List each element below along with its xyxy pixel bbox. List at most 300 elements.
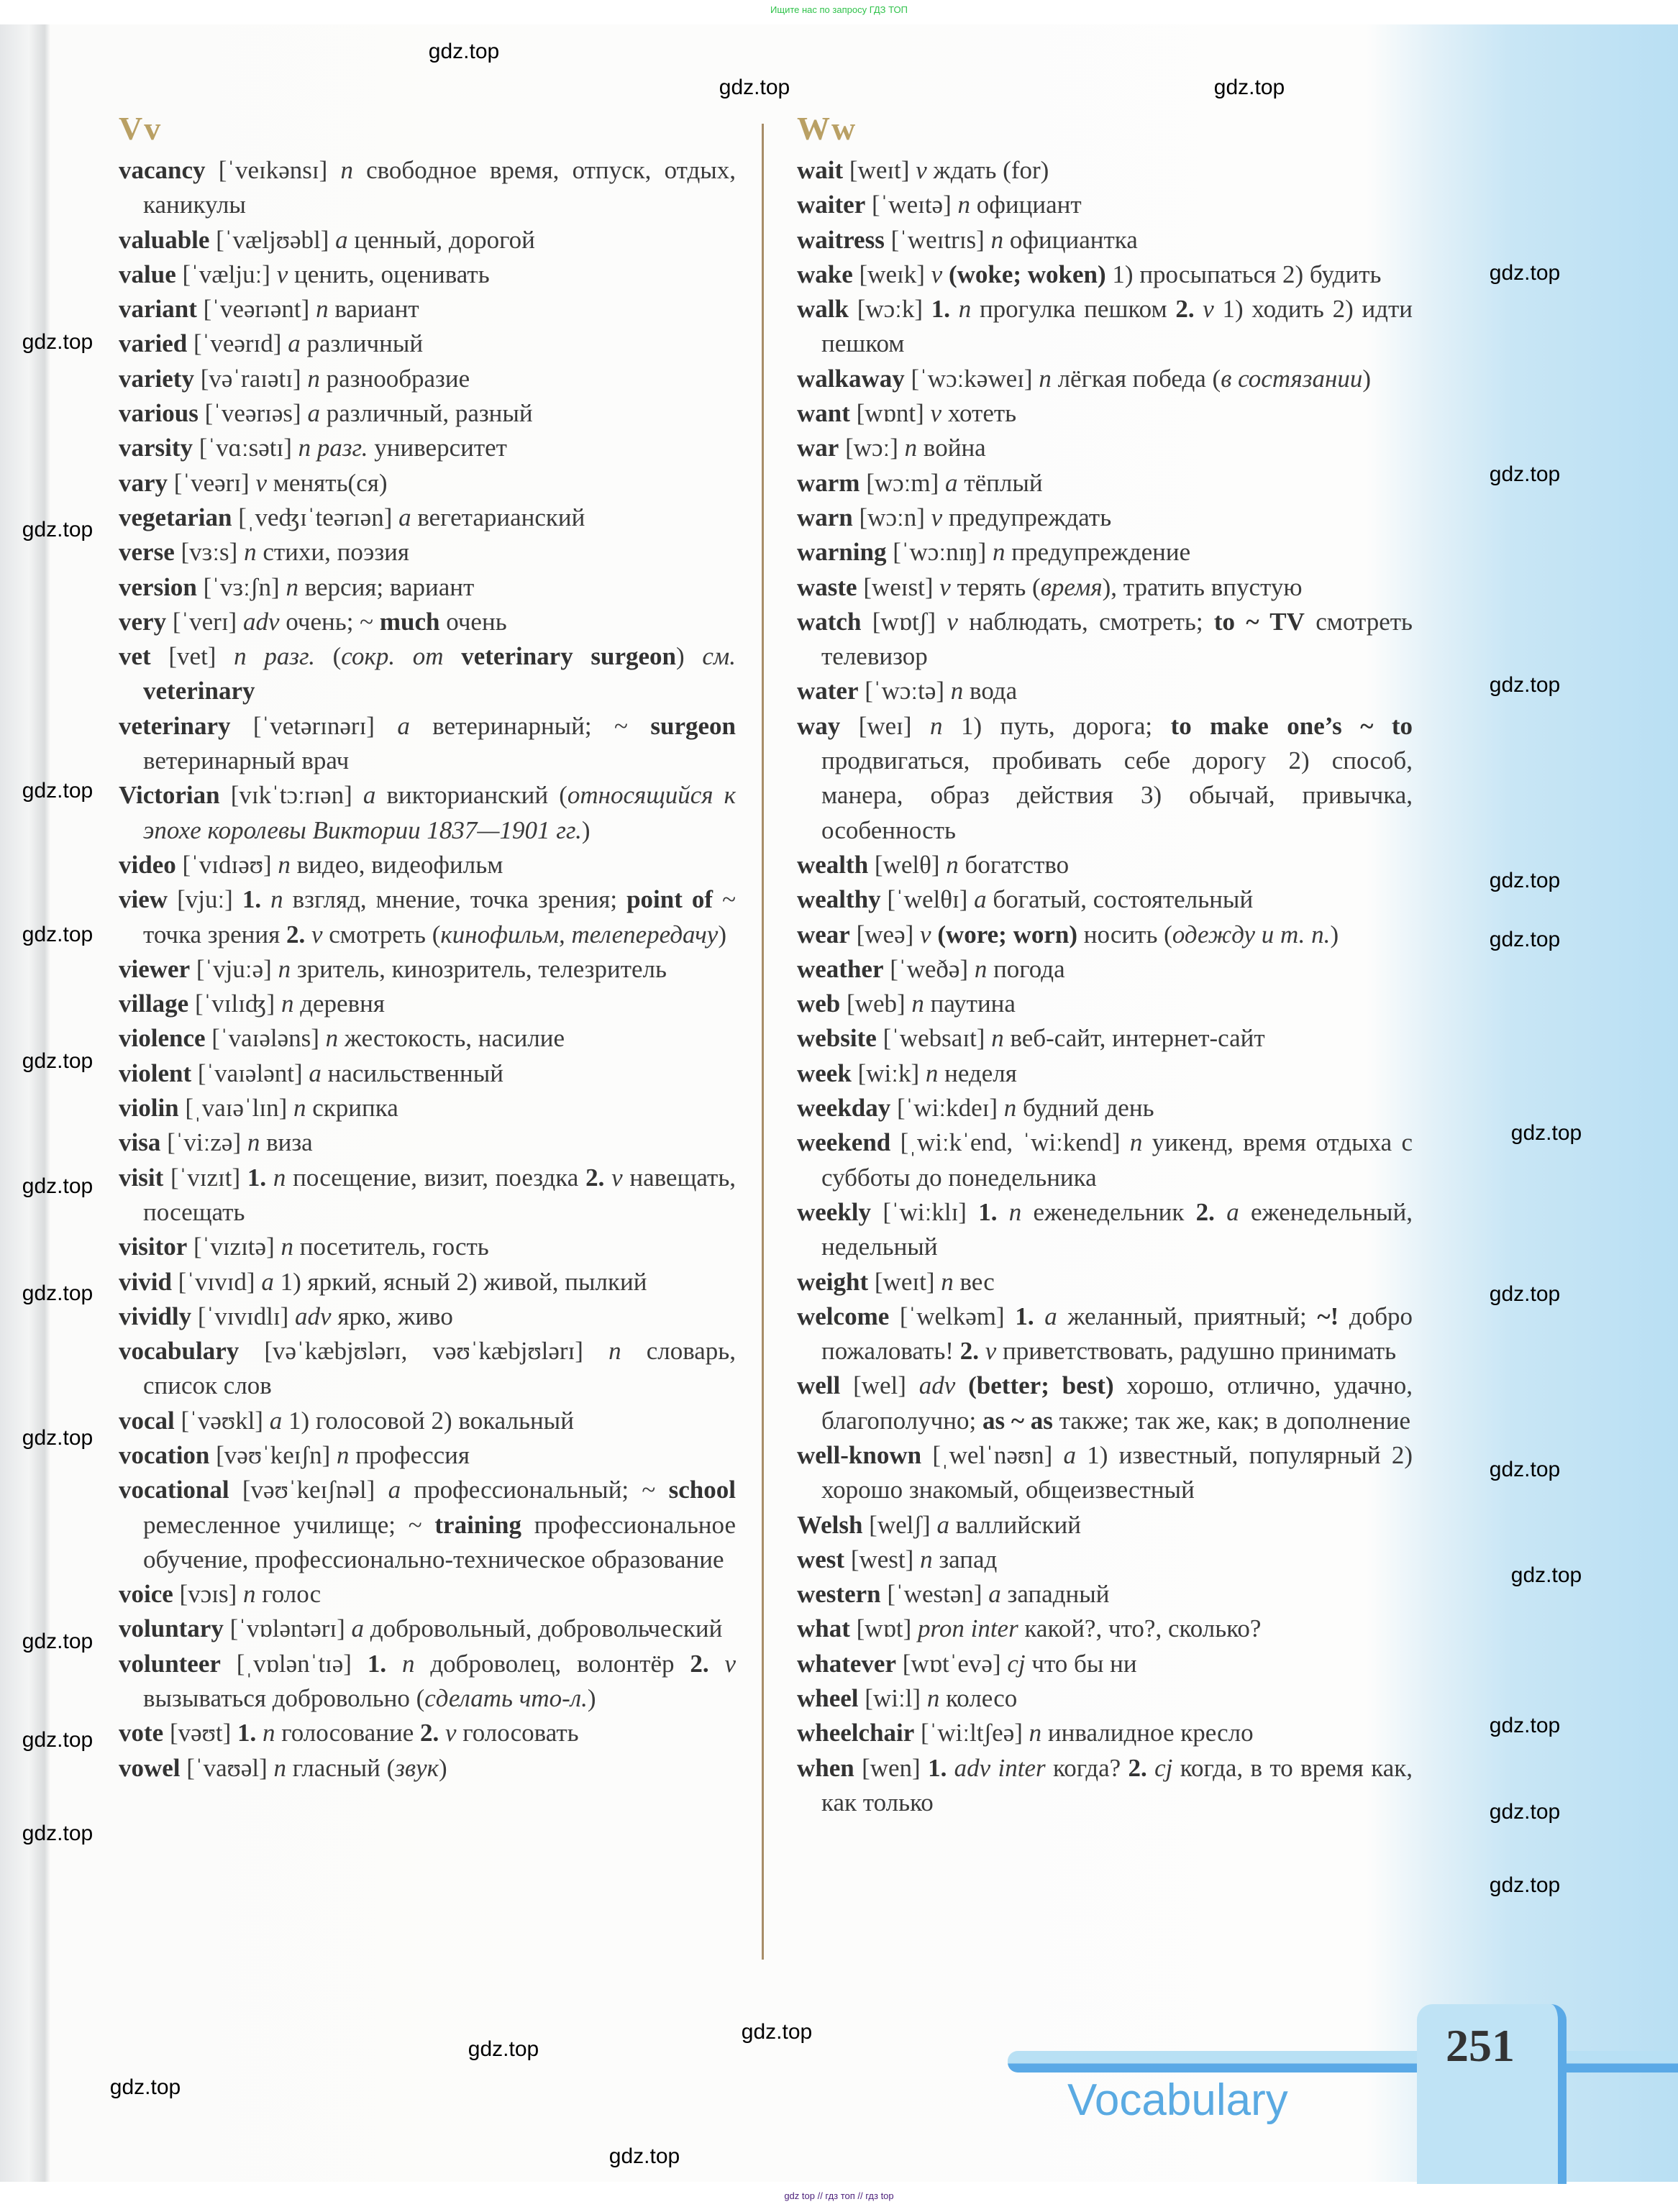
dictionary-entry [797,362,1413,396]
translation: когда? [1045,1753,1128,1782]
headword: vocal [119,1406,175,1435]
translation: ), тратить впустую [1102,572,1303,601]
watermark-text: gdz.top [22,1426,94,1450]
transcription: [ˈverɪ] [172,607,237,636]
grammar-label: n [286,572,298,601]
translation [386,1650,402,1678]
translation: погода [987,954,1065,983]
translation [947,1754,954,1782]
dictionary-entry [797,1681,1413,1716]
grammar-label: v [611,1163,623,1192]
translation: ) [676,642,703,671]
grammar-label: n [247,1128,260,1157]
translation: вегетарианский [411,503,585,531]
translation: смотреть ( [322,920,441,949]
headword: vet [119,642,151,671]
translation: вариант [328,295,419,324]
dictionary-entry [119,362,736,396]
grammar-label: a [269,1406,283,1435]
grammar-label: n [926,1684,940,1713]
transcription: [ˈvæljuː] [182,260,270,288]
grammar-label: a [362,781,376,810]
translation: 1) путь, дорога; [942,711,1171,740]
transcription: [ˈveərɪ] [173,468,250,497]
grammar-label: v [724,1649,737,1678]
headword: violin [119,1094,179,1123]
headword: water [797,677,859,705]
transcription: [ˈweɪtə] [871,191,952,219]
translation: желанный, приятный; [1057,1302,1318,1330]
dictionary-entry [119,639,736,709]
transcription: [ˈvæljʊəbl] [216,225,329,254]
translation: скрипка [306,1094,398,1123]
grammar-label: a [936,1510,949,1539]
headword: war [797,434,839,462]
translation: ветеринарный; ~ [409,711,651,740]
headword: well-known [797,1440,922,1469]
grammar-label: n [307,364,320,393]
headword: Welsh [797,1510,863,1539]
translation: викторианский ( [375,781,567,810]
transcription: [ˌwelˈnəʊn] [932,1440,1053,1469]
transcription: [weɪ] [858,711,912,740]
dictionary-entry [119,1021,736,1056]
headword: weekend [797,1128,891,1157]
transcription: [weɪt] [874,1267,935,1296]
dictionary-entry [797,709,1413,848]
headword: website [797,1024,877,1053]
headword: wealth [797,850,869,879]
translation: профессиональное обучение, профессионально-техническое образование [143,1510,736,1573]
translation: различный, разный [319,399,533,428]
dictionary-entry [797,674,1413,708]
grammar-label: n [608,1337,621,1366]
translation: очень [439,607,507,636]
dictionary-entry [797,223,1413,257]
grammar-label: n [974,954,988,983]
grammar-label: adv [918,1371,956,1400]
headword: warning [797,538,887,567]
phrase: 2. [1128,1753,1147,1782]
translation: ) [1330,920,1339,949]
phrase: 1. [931,295,951,324]
translation [1215,1198,1226,1226]
transcription: [ˈvɒləntərɪ] [229,1614,345,1643]
translation: продвигаться, пробивать себе дорогу 2) способ, манера, образ действия 3) обычай, привычка, особенность [821,746,1413,844]
watermark-text: gdz.top [428,40,500,63]
translation: также; так же, как; в дополнение [1052,1406,1410,1435]
phrase: 1. [367,1649,387,1678]
grammar-label: a [335,225,348,254]
transcription: [ˈveərɪəs] [204,399,301,428]
grammar-label: n [941,1267,954,1296]
grammar-label: a [988,1580,1001,1609]
translation: богатство [958,850,1070,879]
translation: ( [314,642,342,671]
headword: vivid [119,1267,172,1296]
dictionary-entry [797,1716,1413,1750]
translation: ждать (for) [926,156,1049,184]
translation: терять ( [950,572,1041,601]
grammar-label: adv [242,607,280,636]
grammar-label: v [276,260,288,288]
grammar-label: v [931,260,943,288]
transcription: [ˈwɔːnɪŋ] [893,538,987,567]
dictionary-entry [119,1438,736,1473]
grammar-label: v [947,607,958,636]
dictionary-entry [119,570,736,605]
translation: инвалидное кресло [1041,1719,1254,1747]
translation: университет [368,434,507,462]
translation: свободное время, отпуск, отдых, каникулы [143,156,737,219]
translation: видео, видеофильм [290,850,503,879]
dictionary-entry [119,1161,736,1230]
dictionary-entry [119,605,736,639]
translation: официант [970,191,1082,219]
headword: violence [119,1024,206,1053]
headword: varied [119,329,188,358]
translation [979,1337,985,1365]
grammar-label: n [325,1024,339,1053]
transcription: [ˈvetərɪnərɪ] [252,711,375,740]
transcription: [wɒtˈevə] [902,1649,1001,1678]
phrase: 1. [928,1753,947,1782]
headword: variant [119,295,197,324]
headword: warm [797,468,860,497]
transcription: [ˈvəʊkl] [181,1406,263,1435]
grammar-label: звук [395,1753,439,1782]
translation: богатый, состоятельный [986,885,1254,914]
transcription: [ˈwiːkdeɪ] [897,1094,998,1123]
watermark-text: gdz.top [22,1822,94,1845]
transcription: [ˈvaɪələns] [211,1024,319,1053]
headword: volunteer [119,1649,221,1678]
headword: wait [797,156,844,184]
translation: хотеть [941,399,1017,428]
grammar-label: a [1226,1197,1239,1226]
grammar-label: n [1029,1719,1042,1747]
dictionary-entry [797,466,1413,501]
watermark-text: gdz.top [1510,1121,1582,1145]
dictionary-entry [119,396,736,431]
transcription: [wɔːn] [859,503,925,531]
headword: wheel [797,1684,859,1713]
translation: голосование [275,1719,420,1747]
headword: way [797,711,841,740]
right-column-entries [797,153,1413,1820]
headword: wake [797,260,853,288]
headword: west [797,1545,845,1573]
transcription: [ˈveərɪənt] [203,295,310,324]
transcription: [ˌwiːkˈend, ˈwiːkend] [900,1128,1121,1157]
watermark-text: gdz.top [608,2144,680,2168]
watermark-text: gdz.top [22,1281,94,1305]
phrase: 1. [242,885,262,914]
grammar-label: n [920,1545,933,1573]
headword: veterinary [119,711,231,740]
phrase: 1. [237,1719,257,1747]
headword: wealthy [797,885,881,914]
translation: деревня [293,990,385,1018]
translation: стихи, поэзия [256,538,409,567]
phrase: 1. [247,1163,267,1192]
grammar-label: n [904,434,918,462]
translation: война [917,434,986,462]
transcription: [ˈvaɪələnt] [197,1059,303,1087]
translation: гласный ( [286,1753,396,1782]
headword: vacancy [119,156,206,184]
dictionary-entry [119,1334,736,1404]
dictionary-entry [797,848,1413,882]
translation: приветствовать, радушно принимать [996,1337,1397,1366]
phrase: 2. [585,1163,605,1192]
grammar-label: n [278,954,291,983]
transcription: [vəˈraɪətɪ] [200,364,301,393]
headword: welcome [797,1302,890,1330]
dictionary-entry [119,257,736,292]
grammar-label: n [273,1753,287,1782]
translation: лёгкая победа ( [1051,364,1221,393]
transcription: [wɒt] [856,1614,912,1643]
headword: want [797,399,850,428]
grammar-label: a [397,711,410,740]
dictionary-entry [119,709,736,779]
watermark-text: gdz.top [109,2075,181,2099]
grammar-label: n [993,538,1006,567]
transcription: [wɔː] [845,434,898,462]
translation: ) [581,815,591,844]
translation: голос [255,1580,322,1609]
phrase: (woke; woken) [948,260,1106,288]
translation [305,920,311,949]
dictionary-entry [119,1577,736,1612]
headword: walkaway [797,364,905,393]
transcription: [vɪkˈtɔːrɪən] [230,781,352,810]
watermark-text: gdz.top [22,1174,94,1198]
watermark-text: gdz.top [1489,1873,1561,1897]
watermark-text: gdz.top [1489,928,1561,951]
footer-bar [1008,2051,1678,2072]
transcription: [ˈwestən] [887,1580,982,1609]
transcription: [ˈvaʊəl] [186,1753,268,1782]
transcription: [vəʊˈkeɪʃnəl] [242,1476,375,1504]
translation: вода [963,677,1018,705]
translation: разнообразие [319,364,470,393]
headword: week [797,1059,852,1087]
translation: какой?, что?, сколько? [1018,1614,1262,1643]
section-letter-v: Vv [119,110,163,147]
grammar-label: v [920,920,931,949]
translation: предупреждать [942,503,1112,531]
translation: зритель, кинозритель, телезритель [291,954,667,983]
watermark-text: gdz.top [22,779,94,803]
phrase: 2. [419,1719,439,1747]
translation: вес [953,1267,995,1296]
headword: wear [797,920,850,949]
dictionary-entry [119,1056,736,1091]
watermark-text: gdz.top [1213,76,1285,99]
translation: 1) известный, популярный 2) хорошо знакомый, общеизвестный [821,1440,1413,1504]
headword: verse [119,538,175,567]
grammar-label: v [255,468,268,497]
translation: вызываться добровольно ( [143,1684,425,1713]
translation [604,1164,611,1192]
transcription: [ˌveʤɪˈteərɪən] [238,503,393,531]
dictionary-entry [797,1021,1413,1056]
dictionary-entry [797,918,1413,952]
transcription: [ˌvaɪəˈlɪn] [185,1094,288,1123]
phrase: 1. [978,1197,998,1226]
transcription: [ˈwɔːkəweɪ] [911,364,1033,393]
translation: еженедельный, недельный [821,1197,1413,1261]
translation: прогулка пешком [971,295,1176,324]
phrase: 2. [286,920,306,949]
phrase: point of [626,885,713,914]
grammar-label: v [985,1337,997,1366]
grammar-label: a [388,1476,401,1504]
transcription: [wel] [853,1371,906,1400]
grammar-label: n [316,295,329,324]
grammar-label: n [340,156,353,184]
headword: waste [797,572,857,601]
translation: доброволец, волонтёр [414,1649,690,1678]
transcription: [web] [847,990,906,1018]
headword: vowel [119,1753,181,1782]
section-letter-w: Ww [797,110,857,147]
transcription: [wɒnt] [856,399,924,428]
dictionary-entry [797,1612,1413,1646]
dictionary-entry [797,292,1413,362]
translation: паутина [924,990,1016,1018]
phrase: school [668,1476,736,1504]
transcription: [ˈvɪzɪt] [170,1163,241,1192]
dictionary-entry [119,1716,736,1750]
translation: колесо [939,1684,1018,1713]
grammar-label: n [911,990,924,1018]
transcription: [ˈvɪlɪʤ] [194,990,275,1018]
dictionary-entry [797,1195,1413,1265]
transcription: [ˈvɜːʃn] [203,572,280,601]
dictionary-entry [797,1265,1413,1299]
translation: предупреждение [1005,538,1191,567]
transcription: [ˈveɪkənsɪ] [218,156,328,184]
translation: западный [1000,1580,1110,1609]
grammar-label: n [946,850,959,879]
grammar-label: относящийся к эпохе королевы Виктории 1837—1901 гг. [143,781,737,844]
phrase: ~! [1317,1302,1339,1330]
phrase: 2. [1195,1197,1215,1226]
translation: 1) яркий, ясный 2) живой, пылкий [273,1267,647,1296]
translation [709,1650,725,1678]
grammar-label: v [930,399,942,428]
transcription: [ˈvɪzɪtə] [193,1233,275,1261]
grammar-label: adv [295,1302,332,1330]
headword: vocabulary [119,1337,240,1366]
headword: visit [119,1163,164,1192]
translation: хорошо, отлично, удачно, благополучно; [821,1371,1413,1435]
translation: различный [300,329,424,358]
dictionary-entry [797,1751,1413,1821]
grammar-label: a [288,329,301,358]
dictionary-entry [119,1230,736,1264]
transcription: [ˈveərɪd] [193,329,282,358]
grammar-label: n [281,1233,293,1261]
translation: наблюдать, смотреть; [957,607,1214,636]
translation: добро пожаловать! [821,1302,1413,1366]
grammar-label: v [311,920,323,949]
dictionary-entry [797,570,1413,605]
grammar-label: a [945,468,958,497]
watermark-text: gdz.top [22,518,94,541]
transcription: [ˈwiːltʃeə] [921,1719,1023,1747]
translation: еженедельник [1021,1197,1196,1226]
transcription: [ˈwiːklɪ] [883,1197,967,1226]
watermark-text: gdz.top [22,923,94,946]
grammar-label: n [1129,1128,1143,1157]
phrase: training [434,1510,521,1539]
headword: vary [119,468,168,497]
translation: 1) ходить 2) идти пешком [821,295,1413,358]
translation: ) [718,920,726,949]
grammar-label: n [244,538,257,567]
dictionary-entry [119,292,736,326]
dictionary-entry [119,1612,736,1646]
headword: wheelchair [797,1719,915,1747]
watermark-text: gdz.top [1489,1458,1561,1481]
headword: voice [119,1580,173,1609]
headword: viewer [119,954,191,983]
transcription: [vɜːs] [181,538,238,567]
translation: очень; ~ [279,607,380,636]
dictionary-entry [797,535,1413,570]
translation: жестокость, насилие [338,1024,565,1053]
translation: профессиональный; ~ [401,1476,669,1504]
watermark-text: gdz.top [1489,1714,1561,1737]
grammar-label: n [950,677,964,705]
grammar-label: a [1063,1440,1076,1469]
headword: view [119,885,168,914]
dictionary-entry [119,1265,736,1299]
transcription: [wiːk] [857,1059,920,1087]
grammar-label: a [351,1614,365,1643]
watermark-text: gdz.top [1510,1563,1582,1587]
grammar-label: v [1203,295,1214,324]
transcription: [weɪst] [863,572,934,601]
translation: официантка [1003,225,1138,254]
dictionary-entry [797,1543,1413,1577]
grammar-label: n [930,711,943,740]
dictionary-entry [119,952,736,987]
headword: voluntary [119,1614,224,1643]
translation: запад [932,1545,998,1573]
grammar-label: pron inter [918,1614,1018,1643]
dictionary-entry [797,1368,1413,1438]
translation: навещать, посещать [143,1163,737,1226]
translation: взгляд, мнение, точка зрения; [283,885,627,914]
grammar-label: v [939,572,951,601]
headword: village [119,990,189,1018]
grammar-label: n [991,1024,1004,1053]
headword: vegetarian [119,503,232,531]
grammar-label: n разг. [298,434,368,462]
translation: насильственный [321,1059,503,1087]
grammar-label: n [990,225,1004,254]
dictionary-entry [797,987,1413,1021]
headword: what [797,1614,850,1643]
transcription: [wɒtʃ] [872,607,936,636]
transcription: [vəˈkæbjʊlərɪ, vəʊˈkæbjʊlərɪ] [264,1337,583,1366]
grammar-label: cj [1007,1649,1026,1678]
